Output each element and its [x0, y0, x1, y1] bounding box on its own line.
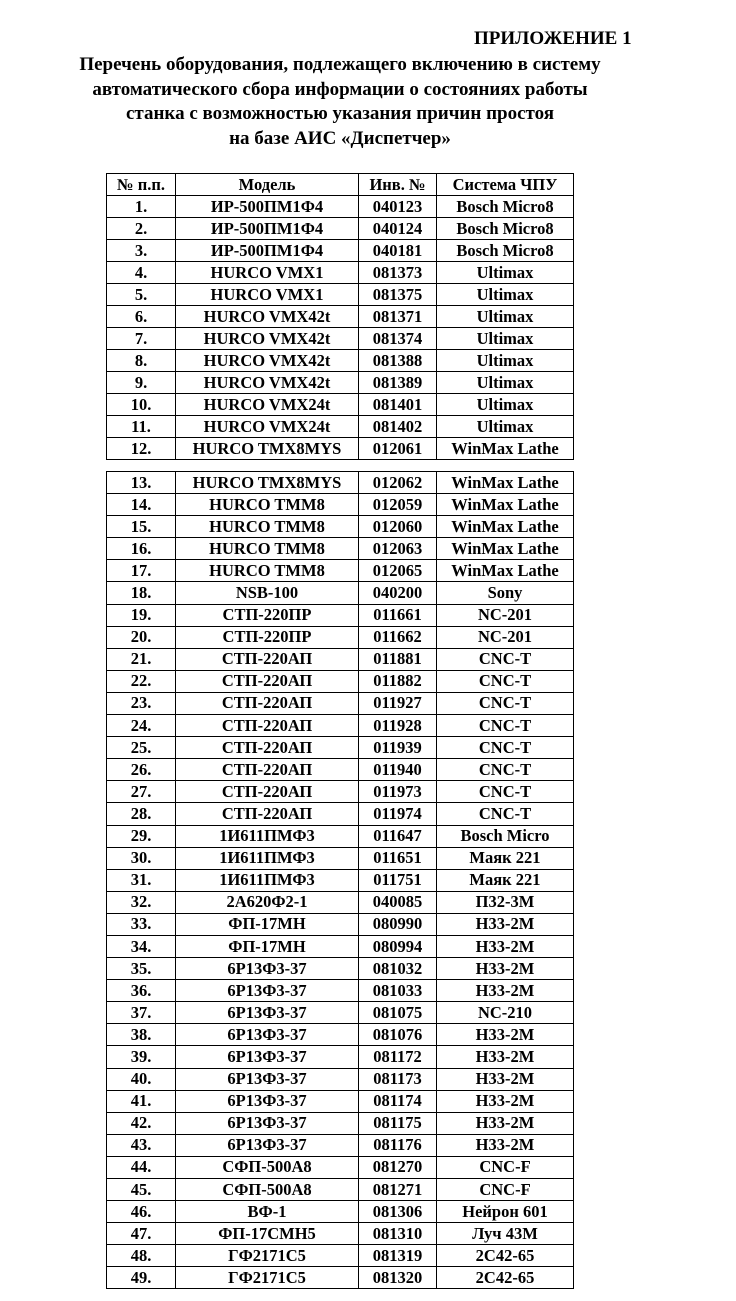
cell-inventory-number: 080990 [359, 913, 437, 935]
cell-cnc-system: CNC-T [437, 648, 574, 670]
table-row [107, 1134, 574, 1156]
table-row [107, 218, 574, 240]
cell-cnc-system: NC-201 [437, 626, 574, 648]
cell-cnc-system: CNC-F [437, 1156, 574, 1178]
cell-model: 6Р13Ф3-37 [176, 958, 359, 980]
cell-number: 39. [107, 1046, 176, 1068]
cell-inventory-number: 012063 [359, 538, 437, 560]
cell-number: 28. [107, 803, 176, 825]
table-row [107, 1156, 574, 1178]
cell-cnc-system: NC-201 [437, 604, 574, 626]
cell-model: СФП-500А8 [176, 1156, 359, 1178]
cell-number: 30. [107, 847, 176, 869]
cell-number: 12. [107, 438, 176, 460]
cell-inventory-number: 011927 [359, 692, 437, 714]
cell-inventory-number: 011751 [359, 869, 437, 891]
cell-model: СТП-220АП [176, 715, 359, 737]
cell-model: HURCO VMX1 [176, 284, 359, 306]
cell-inventory-number: 012062 [359, 472, 437, 494]
heading-line-2: автоматического сбора информации о состояниях работы [92, 78, 588, 100]
cell-cnc-system: Ultimax [437, 350, 574, 372]
table-row [107, 494, 574, 516]
cell-number: 48. [107, 1245, 176, 1267]
cell-cnc-system: Маяк 221 [437, 847, 574, 869]
cell-number: 5. [107, 284, 176, 306]
cell-model: HURCO TMM8 [176, 538, 359, 560]
cell-cnc-system: WinMax Lathe [437, 560, 574, 582]
cell-cnc-system: Н33-2М [437, 1068, 574, 1090]
cell-number: 20. [107, 626, 176, 648]
cell-model: 1И611ПМФ3 [176, 825, 359, 847]
cell-inventory-number: 081173 [359, 1068, 437, 1090]
cell-cnc-system: Ultimax [437, 262, 574, 284]
table-row [107, 472, 574, 494]
cell-inventory-number: 081075 [359, 1002, 437, 1024]
cell-number: 25. [107, 737, 176, 759]
cell-model: СТП-220АП [176, 759, 359, 781]
cell-cnc-system: Bosch Micro8 [437, 196, 574, 218]
table-row [107, 416, 574, 438]
cell-model: HURCO TMM8 [176, 516, 359, 538]
table-row [107, 1112, 574, 1134]
table-row [107, 1201, 574, 1223]
table-row [107, 604, 574, 626]
cell-inventory-number: 011661 [359, 604, 437, 626]
cell-inventory-number: 011928 [359, 715, 437, 737]
cell-number: 31. [107, 869, 176, 891]
cell-inventory-number: 081402 [359, 416, 437, 438]
cell-number: 44. [107, 1156, 176, 1178]
cell-number: 16. [107, 538, 176, 560]
cell-model: 6Р13Ф3-37 [176, 1068, 359, 1090]
cell-model: HURCO TMX8MYS [176, 472, 359, 494]
cell-number: 41. [107, 1090, 176, 1112]
cell-model: ФП-17СМН5 [176, 1223, 359, 1245]
cell-model: ФП-17МН [176, 935, 359, 957]
table-row [107, 626, 574, 648]
cell-model: 6Р13Ф3-37 [176, 980, 359, 1002]
cell-model: ФП-17МН [176, 913, 359, 935]
table-row [107, 306, 574, 328]
cell-cnc-system: Ultimax [437, 416, 574, 438]
cell-inventory-number: 081401 [359, 394, 437, 416]
equipment-table-part-2 [106, 471, 574, 1289]
cell-model: СТП-220АП [176, 737, 359, 759]
cell-inventory-number: 012059 [359, 494, 437, 516]
table-row [107, 670, 574, 692]
cell-inventory-number: 081271 [359, 1179, 437, 1201]
cell-cnc-system: Н33-2М [437, 913, 574, 935]
cell-cnc-system: CNC-T [437, 803, 574, 825]
cell-inventory-number: 081033 [359, 980, 437, 1002]
cell-inventory-number: 040085 [359, 891, 437, 913]
cell-number: 10. [107, 394, 176, 416]
table-row [107, 516, 574, 538]
cell-model: HURCO VMX42t [176, 328, 359, 350]
table-body-part-2 [107, 472, 574, 1289]
cell-cnc-system: CNC-T [437, 759, 574, 781]
cell-number: 17. [107, 560, 176, 582]
table-body-part-1 [107, 196, 574, 460]
table-row [107, 648, 574, 670]
cell-number: 37. [107, 1002, 176, 1024]
table-row [107, 538, 574, 560]
cell-cnc-system: Луч 43М [437, 1223, 574, 1245]
cell-inventory-number: 011662 [359, 626, 437, 648]
table-row [107, 372, 574, 394]
cell-number: 49. [107, 1267, 176, 1289]
cell-model: ИР-500ПМ1Ф4 [176, 240, 359, 262]
table-row [107, 869, 574, 891]
cell-number: 34. [107, 935, 176, 957]
cell-inventory-number: 081174 [359, 1090, 437, 1112]
table-row [107, 1046, 574, 1068]
cell-model: 1И611ПМФ3 [176, 869, 359, 891]
table-header-row [107, 174, 574, 196]
cell-cnc-system: П32-3М [437, 891, 574, 913]
cell-cnc-system: 2С42-65 [437, 1267, 574, 1289]
cell-inventory-number: 012061 [359, 438, 437, 460]
cell-number: 24. [107, 715, 176, 737]
table-row [107, 1024, 574, 1046]
cell-number: 47. [107, 1223, 176, 1245]
cell-model: 6Р13Ф3-37 [176, 1112, 359, 1134]
cell-model: СТП-220ПР [176, 604, 359, 626]
cell-inventory-number: 081310 [359, 1223, 437, 1245]
cell-number: 1. [107, 196, 176, 218]
cell-model: HURCO TMX8MYS [176, 438, 359, 460]
cell-cnc-system: CNC-T [437, 715, 574, 737]
cell-model: СТП-220АП [176, 670, 359, 692]
cell-cnc-system: WinMax Lathe [437, 494, 574, 516]
header-cnc-system: Система ЧПУ [437, 174, 574, 196]
table-row [107, 715, 574, 737]
table-row [107, 1245, 574, 1267]
cell-model: 1И611ПМФ3 [176, 847, 359, 869]
cell-number: 8. [107, 350, 176, 372]
table-row [107, 825, 574, 847]
table-row [107, 737, 574, 759]
cell-cnc-system: CNC-T [437, 737, 574, 759]
cell-number: 19. [107, 604, 176, 626]
cell-model: СТП-220ПР [176, 626, 359, 648]
cell-number: 11. [107, 416, 176, 438]
cell-model: HURCO VMX42t [176, 372, 359, 394]
table-row [107, 759, 574, 781]
cell-number: 18. [107, 582, 176, 604]
cell-number: 26. [107, 759, 176, 781]
table-row [107, 560, 574, 582]
cell-cnc-system: Bosch Micro8 [437, 240, 574, 262]
cell-inventory-number: 081076 [359, 1024, 437, 1046]
table-row [107, 847, 574, 869]
cell-model: HURCO TMM8 [176, 560, 359, 582]
cell-cnc-system: CNC-F [437, 1179, 574, 1201]
cell-inventory-number: 011940 [359, 759, 437, 781]
table-row [107, 582, 574, 604]
header-number: № п.п. [107, 174, 176, 196]
cell-model: СФП-500А8 [176, 1179, 359, 1201]
cell-model: СТП-220АП [176, 781, 359, 803]
cell-model: ИР-500ПМ1Ф4 [176, 218, 359, 240]
cell-cnc-system: Ultimax [437, 284, 574, 306]
cell-number: 46. [107, 1201, 176, 1223]
table-row [107, 394, 574, 416]
cell-inventory-number: 040123 [359, 196, 437, 218]
table-row [107, 1179, 574, 1201]
cell-model: HURCO TMM8 [176, 494, 359, 516]
cell-cnc-system: Н33-2М [437, 1024, 574, 1046]
cell-inventory-number: 040124 [359, 218, 437, 240]
cell-cnc-system: Н33-2М [437, 1046, 574, 1068]
cell-model: 6Р13Ф3-37 [176, 1134, 359, 1156]
cell-inventory-number: 081176 [359, 1134, 437, 1156]
cell-model: HURCO VMX24t [176, 394, 359, 416]
table-row [107, 781, 574, 803]
cell-inventory-number: 011974 [359, 803, 437, 825]
cell-inventory-number: 081172 [359, 1046, 437, 1068]
cell-number: 35. [107, 958, 176, 980]
cell-number: 42. [107, 1112, 176, 1134]
cell-model: 2А620Ф2-1 [176, 891, 359, 913]
cell-model: СТП-220АП [176, 648, 359, 670]
cell-inventory-number: 040181 [359, 240, 437, 262]
cell-number: 9. [107, 372, 176, 394]
cell-number: 22. [107, 670, 176, 692]
cell-inventory-number: 081320 [359, 1267, 437, 1289]
table-row [107, 1090, 574, 1112]
cell-inventory-number: 081373 [359, 262, 437, 284]
cell-number: 38. [107, 1024, 176, 1046]
cell-number: 15. [107, 516, 176, 538]
cell-inventory-number: 081371 [359, 306, 437, 328]
cell-inventory-number: 011651 [359, 847, 437, 869]
table-row [107, 980, 574, 1002]
cell-number: 36. [107, 980, 176, 1002]
cell-number: 14. [107, 494, 176, 516]
cell-number: 3. [107, 240, 176, 262]
cell-model: HURCO VMX42t [176, 350, 359, 372]
table-row [107, 1223, 574, 1245]
cell-number: 23. [107, 692, 176, 714]
table-row [107, 438, 574, 460]
cell-cnc-system: Bosch Micro8 [437, 218, 574, 240]
cell-inventory-number: 081389 [359, 372, 437, 394]
header-inventory-number: Инв. № [359, 174, 437, 196]
cell-cnc-system: Ultimax [437, 394, 574, 416]
cell-model: СТП-220АП [176, 692, 359, 714]
cell-model: 6Р13Ф3-37 [176, 1024, 359, 1046]
cell-inventory-number: 081032 [359, 958, 437, 980]
cell-cnc-system: Н33-2М [437, 958, 574, 980]
cell-cnc-system: Маяк 221 [437, 869, 574, 891]
cell-number: 33. [107, 913, 176, 935]
cell-model: HURCO VMX42t [176, 306, 359, 328]
cell-cnc-system: WinMax Lathe [437, 438, 574, 460]
cell-inventory-number: 081175 [359, 1112, 437, 1134]
cell-cnc-system: WinMax Lathe [437, 516, 574, 538]
cell-inventory-number: 081388 [359, 350, 437, 372]
heading-line-4: на базе АИС «Диспетчер» [229, 127, 451, 149]
cell-cnc-system: Sony [437, 582, 574, 604]
cell-inventory-number: 012060 [359, 516, 437, 538]
cell-cnc-system: Ultimax [437, 306, 574, 328]
cell-inventory-number: 011939 [359, 737, 437, 759]
cell-cnc-system: CNC-T [437, 781, 574, 803]
table-row [107, 958, 574, 980]
table-row [107, 1002, 574, 1024]
cell-inventory-number: 011881 [359, 648, 437, 670]
equipment-table-part-1 [106, 173, 574, 460]
cell-inventory-number: 011882 [359, 670, 437, 692]
table-row [107, 284, 574, 306]
cell-number: 4. [107, 262, 176, 284]
cell-cnc-system: Н33-2М [437, 935, 574, 957]
cell-inventory-number: 012065 [359, 560, 437, 582]
heading-line-1: Перечень оборудования, подлежащего включению в систему [79, 54, 601, 75]
cell-inventory-number: 011973 [359, 781, 437, 803]
cell-inventory-number: 081270 [359, 1156, 437, 1178]
table-row [107, 196, 574, 218]
table-row [107, 240, 574, 262]
cell-inventory-number: 081375 [359, 284, 437, 306]
cell-model: ГФ2171С5 [176, 1267, 359, 1289]
cell-model: NSB-100 [176, 582, 359, 604]
cell-cnc-system: CNC-T [437, 692, 574, 714]
cell-cnc-system: Н33-2М [437, 1112, 574, 1134]
table-row [107, 692, 574, 714]
cell-number: 40. [107, 1068, 176, 1090]
cell-cnc-system: Ultimax [437, 372, 574, 394]
cell-number: 43. [107, 1134, 176, 1156]
cell-model: 6Р13Ф3-37 [176, 1090, 359, 1112]
cell-number: 21. [107, 648, 176, 670]
document-heading [0, 53, 680, 151]
cell-cnc-system: Bosch Micro [437, 825, 574, 847]
cell-inventory-number: 040200 [359, 582, 437, 604]
cell-number: 32. [107, 891, 176, 913]
cell-cnc-system: Н33-2М [437, 1134, 574, 1156]
table-row [107, 913, 574, 935]
cell-inventory-number: 081374 [359, 328, 437, 350]
cell-number: 13. [107, 472, 176, 494]
cell-cnc-system: WinMax Lathe [437, 472, 574, 494]
cell-inventory-number: 080994 [359, 935, 437, 957]
cell-model: HURCO VMX24t [176, 416, 359, 438]
cell-cnc-system: Н33-2М [437, 980, 574, 1002]
cell-model: 6Р13Ф3-37 [176, 1002, 359, 1024]
cell-number: 7. [107, 328, 176, 350]
table-row [107, 1267, 574, 1289]
table-row [107, 935, 574, 957]
appendix-label: ПРИЛОЖЕНИЕ 1 [474, 28, 632, 49]
cell-model: 6Р13Ф3-37 [176, 1046, 359, 1068]
table-row [107, 262, 574, 284]
cell-model: HURCO VMX1 [176, 262, 359, 284]
table-row [107, 328, 574, 350]
cell-number: 45. [107, 1179, 176, 1201]
table-row [107, 350, 574, 372]
cell-number: 27. [107, 781, 176, 803]
cell-inventory-number: 081306 [359, 1201, 437, 1223]
cell-model: СТП-220АП [176, 803, 359, 825]
cell-cnc-system: Нейрон 601 [437, 1201, 574, 1223]
cell-cnc-system: WinMax Lathe [437, 538, 574, 560]
cell-cnc-system: CNC-T [437, 670, 574, 692]
cell-inventory-number: 011647 [359, 825, 437, 847]
cell-number: 6. [107, 306, 176, 328]
table-row [107, 803, 574, 825]
cell-cnc-system: NC-210 [437, 1002, 574, 1024]
cell-inventory-number: 081319 [359, 1245, 437, 1267]
header-model: Модель [176, 174, 359, 196]
cell-model: ИР-500ПМ1Ф4 [176, 196, 359, 218]
cell-cnc-system: Ultimax [437, 328, 574, 350]
cell-model: ВФ-1 [176, 1201, 359, 1223]
table-row [107, 1068, 574, 1090]
heading-line-3: станка с возможностью указания причин простоя [125, 103, 555, 124]
cell-model: ГФ2171С5 [176, 1245, 359, 1267]
cell-cnc-system: Н33-2М [437, 1090, 574, 1112]
table-row [107, 891, 574, 913]
cell-number: 2. [107, 218, 176, 240]
cell-cnc-system: 2С42-65 [437, 1245, 574, 1267]
cell-number: 29. [107, 825, 176, 847]
